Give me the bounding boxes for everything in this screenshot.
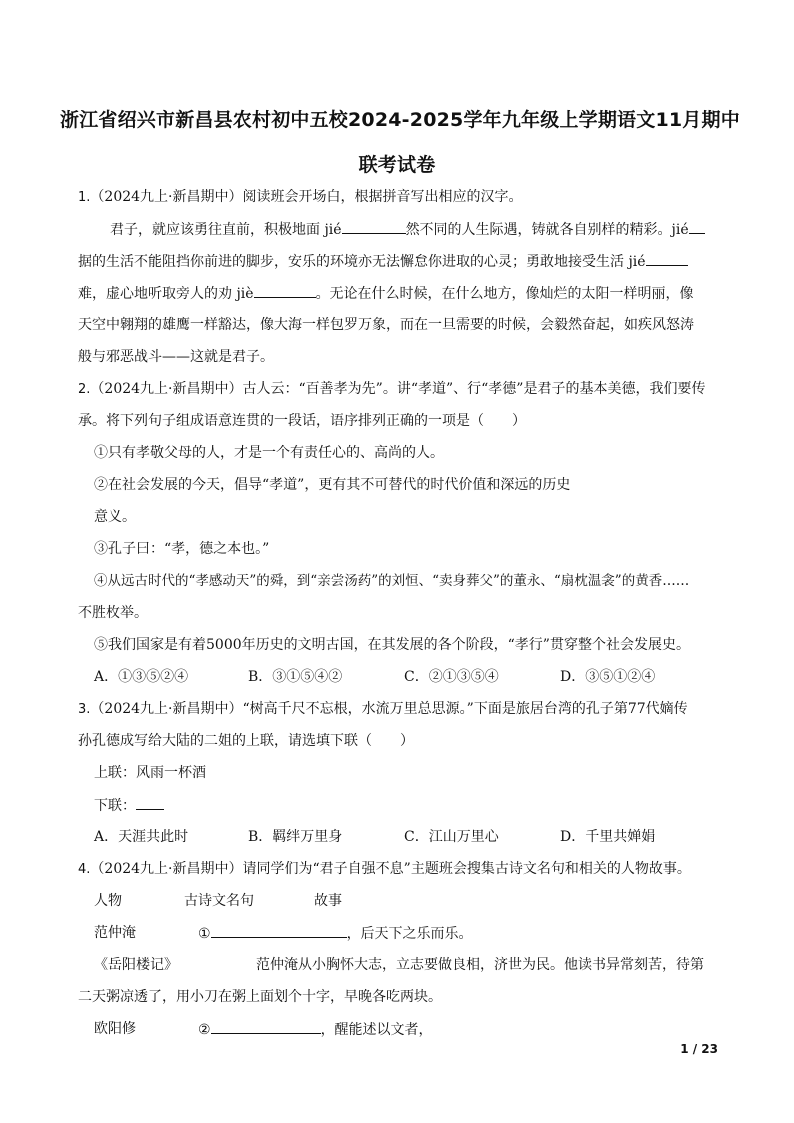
q1-text: 。无论在什么时候，在什么地方，像灿烂的太阳一样明丽，像: [315, 286, 694, 302]
q4-row-1-story-cont: 二天粥凉透了，用小刀在粥上面划个十字，早晚各吃两块。: [78, 989, 442, 1005]
q1-text: 然不同的人生际遇，铸就各自别样的精彩。jié: [405, 222, 689, 238]
q2-sentence-4-cont: 不胜枚举。: [78, 605, 148, 621]
question-prompt: 请同学们为“君子自强不息”主题班会搜集古诗文名句和相关的人物故事。: [242, 861, 691, 877]
page-title-line-2: 联考试卷: [358, 154, 436, 176]
question-1-header: [78, 188, 523, 207]
answer-blank[interactable]: [689, 220, 705, 234]
q4-header-person: 人物: [94, 893, 122, 909]
q4-quote-tail: ，后天下之乐而乐。: [346, 926, 473, 942]
question-4-header: [78, 860, 691, 879]
q1-text: 据的生活不能阻挡你前进的脚步，安乐的环境亦无法懈怠你进取的心灵；勇敢地接受生活 jié: [78, 254, 646, 270]
page-number: 1 / 23: [680, 1042, 718, 1056]
q4-mark: ②: [198, 1022, 211, 1038]
q2-option-c[interactable]: C．②①③⑤④: [404, 669, 499, 685]
question-prompt: “树高千尺不忘根，水流万里总思源。”下面是旅居台湾的孔子第77代嫡传: [242, 701, 688, 717]
q4-row-1-source: 《岳阳楼记》: [94, 957, 178, 973]
q2-sentence-2-cont: 意义。: [94, 509, 136, 525]
q3-option-c[interactable]: C．江山万里心: [404, 829, 499, 845]
answer-blank[interactable]: [646, 252, 688, 266]
q1-text: 难，虚心地听取旁人的劝 jiè: [78, 286, 254, 302]
question-number: 1.: [78, 190, 91, 205]
answer-blank[interactable]: [211, 1020, 321, 1034]
q3-line-2: 孙孔德成写给大陆的二姐的上联，请选填下联（ ）: [78, 733, 414, 749]
q4-row-1-person: 范仲淹: [94, 925, 136, 941]
q2-sentence-1: ①只有孝敬父母的人，才是一个有责任心的、高尚的人。: [94, 445, 444, 461]
q3-option-b[interactable]: B．羁绊万里身: [248, 829, 343, 845]
question-source: （2024九上·新昌期中）: [90, 381, 243, 397]
q2-line-2: 承。将下列句子组成语意连贯的一段话，语序排列正确的一项是（ ）: [78, 413, 526, 429]
q4-row-1-story: 范仲淹从小胸怀大志，立志要做良相，济世为民。他读书异常刻苦，待第: [256, 957, 704, 973]
answer-blank[interactable]: [254, 284, 316, 298]
q2-sentence-4: ④从远古时代的“孝感动天”的舜，到“亲尝汤药”的刘恒、“卖身葬父”的董永、“扇枕温衾”的黄香……: [94, 573, 690, 589]
page-title: 浙江省绍兴市新昌县农村初中五校2024-2025学年九年级上学期语文11月期中: [60, 109, 740, 131]
q2-sentence-5: ⑤我们国家是有着5000年历史的文明古国，在其发展的各个阶段，“孝行”贯穿整个社会发展史。: [94, 637, 690, 653]
question-prompt: 阅读班会开场白，根据拼音写出相应的汉字。: [242, 189, 523, 205]
q1-line-3: [78, 284, 694, 303]
q2-sentence-3: ③孔子曰：“孝，德之本也。”: [94, 541, 270, 557]
question-3-header: [78, 700, 688, 719]
q3-upper-couplet: 上联：风雨一杯酒: [94, 765, 206, 781]
answer-blank[interactable]: [136, 796, 164, 810]
question-2-header: [78, 380, 705, 399]
q1-line-4: 天空中翱翔的雄鹰一样豁达，像大海一样包罗万象，而在一旦需要的时候，会毅然奋起，如疾风怒涛: [78, 317, 694, 333]
q1-line-1: [110, 220, 705, 239]
question-number: 2.: [78, 382, 91, 397]
q2-option-b[interactable]: B．③①⑤④②: [248, 669, 343, 685]
q3-lower-label: 下联：: [94, 798, 136, 814]
q2-sentence-2: ②在社会发展的今天，倡导“孝道”，更有其不可替代的时代价值和深远的历史: [94, 477, 571, 493]
answer-blank[interactable]: [342, 220, 406, 234]
question-number: 4.: [78, 862, 91, 877]
question-source: （2024九上·新昌期中）: [90, 701, 243, 717]
q2-option-d[interactable]: D．③⑤①②④: [560, 669, 656, 685]
q4-header-story: 故事: [314, 893, 342, 909]
q1-line-2: [78, 252, 688, 271]
q3-option-a[interactable]: A．天涯共此时: [94, 829, 189, 845]
q4-mark: ①: [198, 926, 211, 942]
q1-line-5: 般与邪恶战斗——这就是君子。: [78, 349, 274, 365]
q2-option-a[interactable]: A．①③⑤②④: [94, 669, 189, 685]
q4-header-quote: 古诗文名句: [184, 893, 254, 909]
q3-option-d[interactable]: D．千里共婵娟: [560, 829, 656, 845]
question-number: 3.: [78, 702, 91, 717]
q4-row-2-person: 欧阳修: [94, 1021, 136, 1037]
question-source: （2024九上·新昌期中）: [90, 861, 243, 877]
q4-row-1-quote: [198, 924, 473, 943]
answer-blank[interactable]: [211, 924, 347, 938]
question-source: （2024九上·新昌期中）: [90, 189, 243, 205]
q3-lower-couplet: [94, 796, 164, 815]
q4-row-2-quote: [198, 1020, 433, 1039]
q4-quote-tail: ，醒能述以文者，: [320, 1022, 433, 1038]
q1-text: 君子，就应该勇往直前，积极地面 jié: [110, 222, 342, 238]
question-prompt: 古人云：“百善孝为先”。讲“孝道”、行“孝德”是君子的基本美德，我们要传: [242, 381, 706, 397]
